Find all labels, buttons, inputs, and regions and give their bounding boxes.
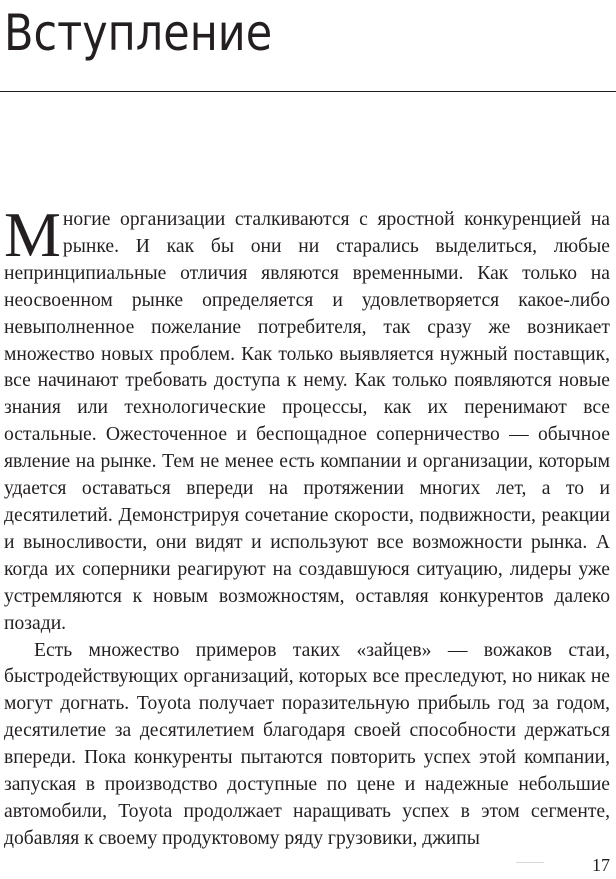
title-divider [0, 91, 616, 92]
paragraph-1-text: ногие организации сталкиваются с яростной конкуренцией на рынке. И как бы они ни старались выделиться, любые непринципиальные отличия являются временными. Как только на неосвоенном рынке определяется и удовлетворяется какое-либо невыполненное пожелание потребителя, так сразу же возникает множество новых проблем. Как только выявляется нужный поставщик, все начинают требовать доступа к нему. Как только появляются новые знания или технологические процессы, как их перенимают все остальные. Ожесточенное и беспощадное соперничество — обычное явление на рынке. Тем не менее есть компании и организации, которым удается оставаться впереди на протяжении многих лет, а то и десятилетий. Демонстрируя сочетание скорости, подвижности, реакции и выносливости, они видят и используют все возможности рынка. А когда их соперники реагируют на создавшуюся ситуацию, лидеры уже устремляются к новым возможностям, оставляя конкурентов далеко позади. [4, 209, 610, 634]
chapter-title: Вступление [4, 4, 273, 62]
body-text [4, 199, 610, 853]
footer-mark [516, 862, 544, 863]
paragraph-1 [4, 199, 610, 638]
page-number: 17 [592, 855, 610, 875]
drop-cap: М [4, 199, 61, 270]
paragraph-2: Есть множество примеров таких «зайцев» — вожаков стаи, быстродействующих организаций, которых все преследуют, но никак не могут догнать. Toyota получает поразительную прибыль год за годом, десятилетие за десятилетием благодаря своей способности держаться впереди. Пока конкуренты пытаются повторить успех этой компании, запуская в производство доступные по цене и надежные небольшие автомобили, Toyota продолжает наращивать успех в этом сегменте, добавляя к своему продуктовому ряду грузовики, джипы [4, 639, 610, 849]
